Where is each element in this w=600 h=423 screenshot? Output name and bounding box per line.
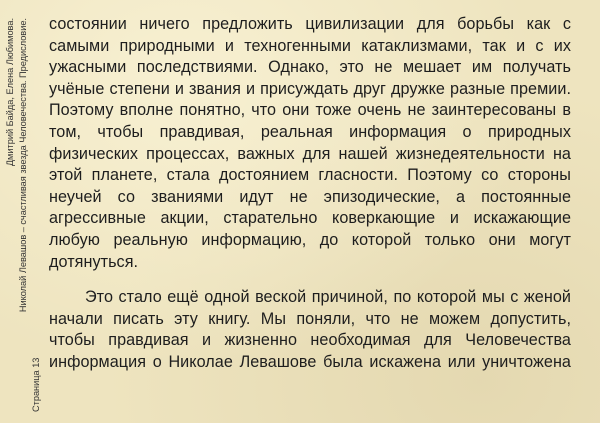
page-sidebar <box>0 0 44 423</box>
text-line: неучей со званиями идут не эпизодические, а постоянные <box>49 187 571 206</box>
text-line: информация о Николае Левашове была искажена или уничтожена <box>49 352 571 371</box>
text-line: самыми природными и техногенными катаклизмами, так и с их <box>49 36 571 55</box>
text-line: состоянии ничего предложить цивилизации для борьбы как с <box>49 15 571 33</box>
text-line: дотянуться. <box>49 252 139 271</box>
paragraph-gap <box>49 273 571 287</box>
page-number: Страница 13 <box>31 357 41 412</box>
text-line: агрессивные акции, старательно коверкающие и искажающие <box>49 209 571 228</box>
text-line: физических процессах, важных для нашей жизнедеятельности на <box>49 144 571 163</box>
text-line: том, чтобы правдивая, реальная информация о природных <box>49 122 571 141</box>
text-line: Поэтому вполне понятно, что они тоже очень не заинтересованы в <box>49 101 571 120</box>
text-line: чтобы правдивая и жизненно необходимая для Человечества <box>49 331 571 350</box>
sidebar-text <box>2 12 42 412</box>
paragraph <box>49 14 571 273</box>
text-line: ужасными последствиями. Однако, это не мешает им получать <box>49 58 571 77</box>
text-line: начали писать эту книгу. Мы поняли, что не можем допустить, <box>49 309 571 328</box>
sidebar-book-title: Николай Левашов – счастливая звезда Человечества. Предисловие. <box>18 18 28 313</box>
text-line: учёные степени и звания и присуждать друг дружке разные премии. <box>49 79 571 98</box>
sidebar-authors: Дмитрий Байда, Елена Любимова. <box>5 18 15 167</box>
text-line: любую реальную информацию, до которой только они могут <box>49 230 571 249</box>
text-line: Это стало ещё одной веской причиной, по которой мы с женой <box>85 288 571 307</box>
body-text <box>49 14 571 374</box>
paragraph <box>49 287 571 373</box>
text-line: этой планете, стала достоянием гласности. Поэтому со стороны <box>49 166 571 185</box>
